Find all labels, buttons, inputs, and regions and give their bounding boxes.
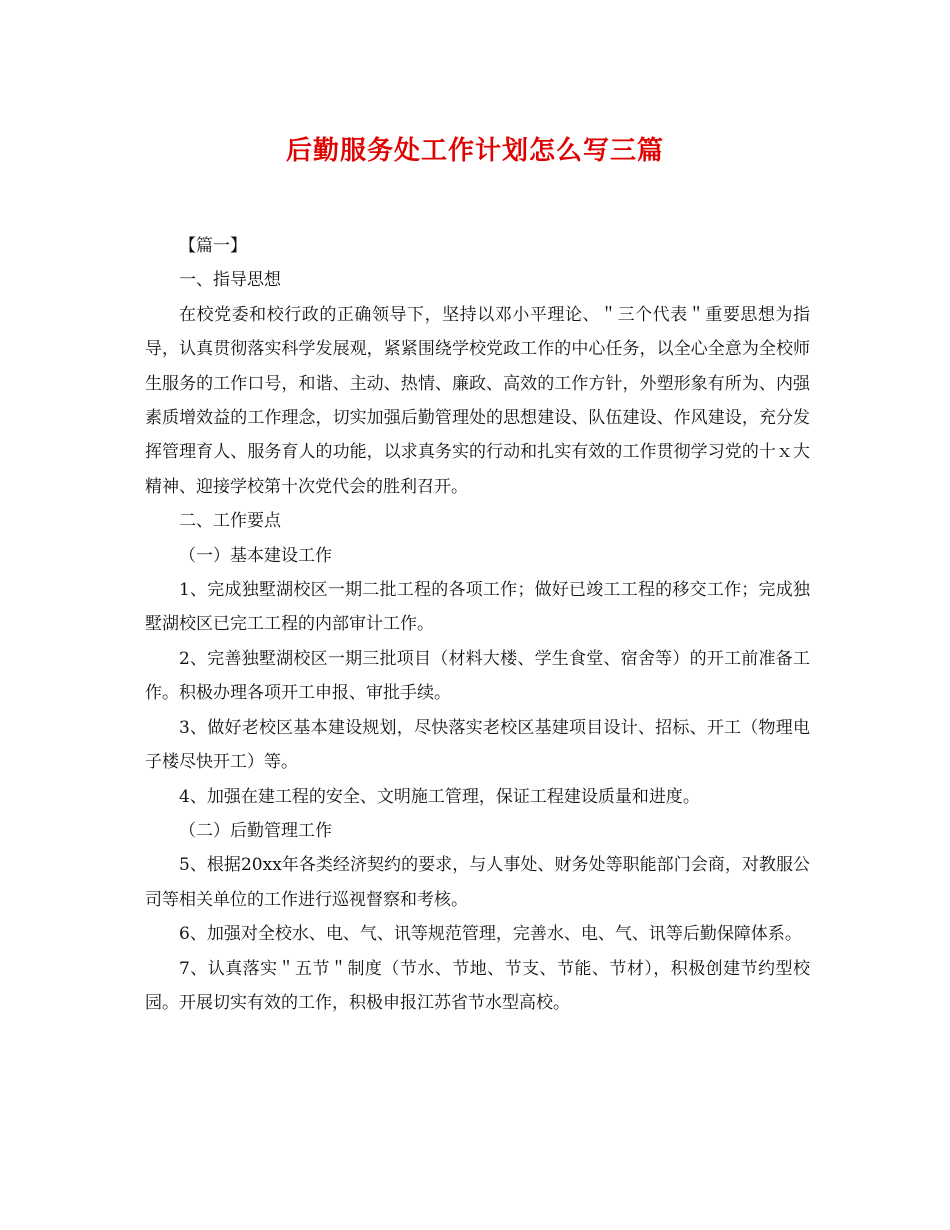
list-item-3: 3、做好老校区基本建设规划，尽快落实老校区基建项目设计、招标、开工（物理电子楼尽快开工）等。 (145, 717, 810, 773)
document-body (145, 229, 810, 1020)
list-item-2: 2、完善独墅湖校区一期三批项目（材料大楼、学生食堂、宿舍等）的开工前准备工作。积极办理各项开工申报、审批手续。 (145, 648, 810, 704)
heading-work-points: 二、工作要点 (179, 511, 281, 532)
document-title: 后勤服务处工作计划怎么写三篇 (285, 136, 664, 166)
subheading-infrastructure: （一）基本建设工作 (179, 545, 332, 566)
list-item-5: 5、根据20xx年各类经济契约的要求，与人事处、财务处等职能部门会商，对教服公司等相关单位的工作进行巡视督察和考核。 (145, 855, 810, 910)
list-item-4: 4、加强在建工程的安全、文明施工管理，保证工程建设质量和进度。 (179, 786, 700, 807)
heading-guiding-ideology: 一、指导思想 (179, 270, 281, 291)
list-item-6: 6、加强对全校水、电、气、讯等规范管理，完善水、电、气、讯等后勤保障体系。 (179, 924, 802, 945)
list-item-1: 1、完成独墅湖校区一期二批工程的各项工作；做好已竣工工程的移交工作；完成独墅湖校区已完工工程的内部审计工作。 (145, 580, 810, 635)
paragraph-guiding-ideology: 在校党委和校行政的正确领导下，坚持以邓小平理论、＂三个代表＂重要思想为指导，认真贯彻落实科学发展观，紧紧围绕学校党政工作的中心任务，以全心全意为全校师生服务的工作口号，和谐、主动、热情、廉政、高效的工作方针，外塑形象有所为、内强素质增效益的工作理念，切实加强后勤管理处的思想建设、队伍建设、作风建设，充分发挥管理育人、服务育人的功能，以求真务实的行动和扎实有效的工作贯彻学习党的十ｘ大精神、迎接学校第十次党代会的胜利召开。 (145, 304, 810, 497)
subheading-logistics-management: （二）后勤管理工作 (179, 820, 332, 841)
list-item-7: 7、认真落实＂五节＂制度（节水、节地、节支、节能、节材），积极创建节约型校园。开展切实有效的工作，积极申报江苏省节水型高校。 (145, 958, 810, 1013)
section-heading-part-one: 【篇一】 (179, 236, 247, 256)
